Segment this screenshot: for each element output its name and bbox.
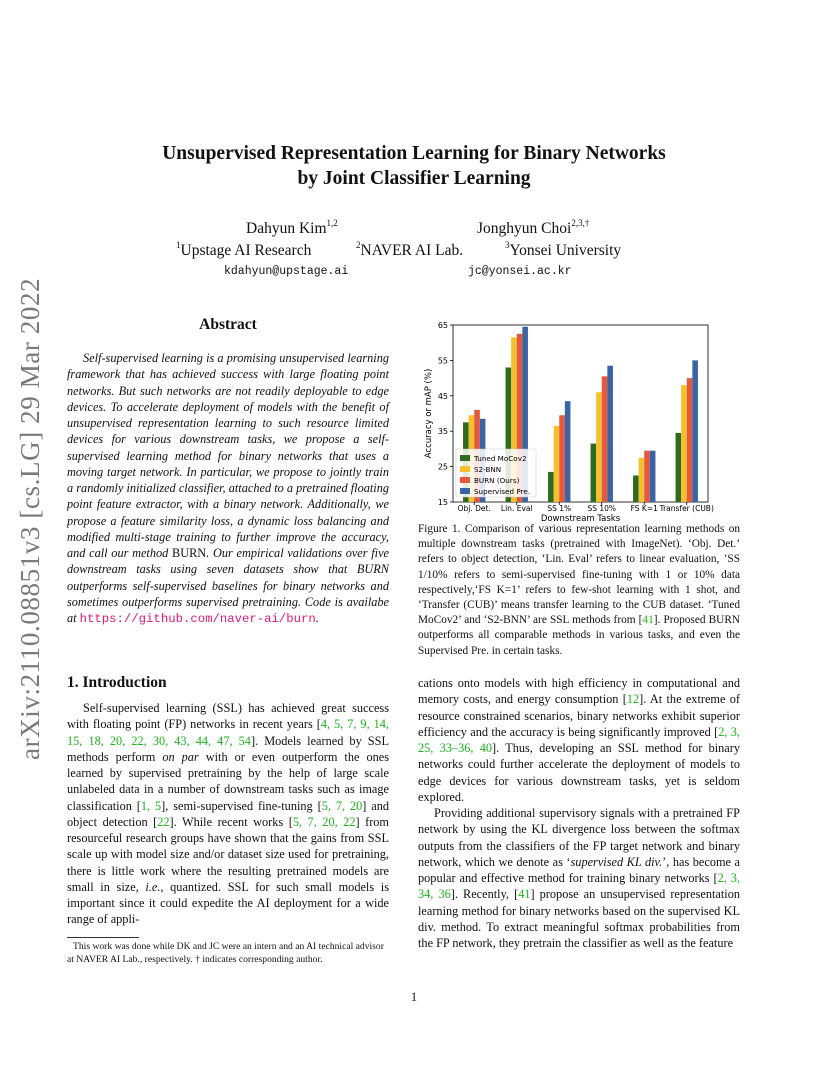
bar <box>644 451 650 502</box>
paper-title-line-1: Unsupervised Representation Learning for Binary Networks <box>162 143 666 164</box>
x-axis-label: Downstream Tasks <box>540 514 621 524</box>
y-tick-label: 25 <box>437 462 448 472</box>
legend-swatch <box>460 466 470 472</box>
abstract-heading: Abstract <box>199 316 257 333</box>
affiliation-1-sup: 1 <box>176 240 181 250</box>
intro-text: ]. At the extreme of resource constrained scenarios, binary networks exhibit superior efficiency and the accuracy is being significantly improved [ <box>418 692 740 739</box>
bar <box>681 385 687 502</box>
paper-title-line-2: by Joint Classifier Learning <box>297 168 531 189</box>
affiliation-1-name: Upstage AI Research <box>180 242 312 259</box>
abstract-end: . <box>315 611 319 625</box>
legend-label: Supervised Pre. <box>474 487 531 496</box>
author-2 <box>477 220 589 238</box>
y-tick-label: 15 <box>437 498 448 507</box>
author-1-name: Dahyun Kim <box>246 220 327 237</box>
abstract-body <box>67 350 389 627</box>
legend-label: BURN (Ours) <box>474 476 520 485</box>
bar <box>602 376 608 502</box>
y-tick-label: 45 <box>437 391 448 401</box>
citation-link[interactable]: 2, 3, 34, 36 <box>418 871 740 902</box>
citation-link[interactable]: 5, 7, 20 <box>321 798 363 813</box>
affiliation-3-sup: 3 <box>505 240 510 250</box>
bar <box>559 415 565 502</box>
code-url-link[interactable]: https://github.com/naver-ai/burn <box>79 612 316 626</box>
bar <box>650 451 656 502</box>
bar <box>639 458 645 502</box>
intro-text: ] from resourceful research groups have shown that the gains from SSL scale up with model size and/or dataset size used for pretraining, there is little work where the resulting pretrained models are small in size, <box>67 814 390 894</box>
bar <box>596 392 602 502</box>
citation-link[interactable]: 2, 3, 25, 33–36, 40 <box>418 724 740 755</box>
y-axis-label: Accuracy or mAP (%) <box>424 368 434 459</box>
intro-text: cations onto models with high efficiency in computational and memory costs, and energy consumption [ <box>418 676 740 707</box>
citation-link[interactable]: 41 <box>642 614 654 627</box>
affiliation-2-name: NAVER AI Lab. <box>360 242 464 259</box>
author-2-sup: 2,3,† <box>571 218 590 228</box>
citation-link[interactable]: 41 <box>518 887 531 902</box>
intro-text: Providing additional supervisory signals with a pretrained FP network by using the KL divergence loss between the softmax outputs from the classifiers of the FP target network and binary network, which we denote as ‘ <box>418 806 740 869</box>
citation-link[interactable]: 22 <box>157 814 170 829</box>
introduction-heading: 1. Introduction <box>67 674 167 691</box>
intro-text: Self-supervised learning (SSL) has achieved great success with floating point (FP) networks in recent years [ <box>67 701 389 732</box>
legend-swatch <box>460 477 470 483</box>
intro-text: ] and object detection [ <box>67 798 389 829</box>
y-tick-label: 35 <box>437 427 448 437</box>
legend-label: Tuned MoCov2 <box>474 454 527 463</box>
y-tick-label: 65 <box>437 321 448 330</box>
intro-paragraph-2 <box>418 805 740 951</box>
bar <box>676 433 682 502</box>
intro-text: ]. Recently, [ <box>450 887 519 902</box>
caption-text: Figure 1. Comparison of various representation learning methods on multiple downstream tasks (pretrained with ImageNet). ‘Obj. Det.’ refers to object detection, ‘Lin. Eval’ refers to linear evaluation, ’SS 1/10% refers to semi-supervised fine-tuning with 1 or 10% data respectively,‘FS K=1’ refers to few-shot learning with 1 shot, and ‘Transfer (CUB)’ means transfer learning to the CUB dataset. ‘Tuned MoCov2’ and ‘S2-BNN’ are SSL methods from [ <box>418 523 740 627</box>
y-tick-label: 55 <box>437 356 448 366</box>
footnote-rule <box>67 937 139 938</box>
intro-text: ]. While recent works [ <box>169 814 293 829</box>
arxiv-identifier: arXiv:2110.08851v3 [cs.LG] 29 Mar 2022 <box>15 277 45 760</box>
affiliation-1 <box>176 242 311 260</box>
bar <box>554 426 560 502</box>
page-number: 1 <box>410 990 418 1004</box>
author-1-sup: 1,2 <box>326 218 338 228</box>
legend-swatch <box>460 488 470 494</box>
affiliation-2-sup: 2 <box>356 240 361 250</box>
citation-link[interactable]: 4, 5, 7, 9, 14, 15, 18, 20, 22, 30, 43, 44, 47, 54 <box>67 717 389 748</box>
intro-paragraph-1-continued <box>418 675 740 805</box>
intro-text: ], semi-supervised fine-tuning [ <box>161 798 322 813</box>
intro-emphasis: i.e. <box>145 879 161 894</box>
bar <box>633 475 639 502</box>
intro-text: , quantized. SSL for such small models is important since it could expedite the AI deployment for a wide range of appli- <box>67 879 389 927</box>
intro-emphasis: on par <box>162 749 199 764</box>
caption-text: ]. Proposed BURN outperforms all comparable methods in various tasks, and even the Supervised Pre. in certain tasks. <box>418 614 741 657</box>
x-tick-label: SS 10% <box>587 504 617 513</box>
legend-label: S2-BNN <box>474 465 502 474</box>
intro-text: with or even outperform the ones learned by supervised pretraining by the help of large scale unlabeled data in a number of downstream tasks such as image classification [ <box>67 749 389 813</box>
intro-text: ]. Models learned by SSL methods perform <box>67 733 389 764</box>
figure-1-chart <box>410 313 760 525</box>
citation-link[interactable]: 5, 7, 20, 22 <box>292 814 356 829</box>
bar <box>692 360 698 502</box>
x-tick-label: Transfer (CUB) <box>659 504 714 513</box>
bar <box>565 401 571 502</box>
citation-link[interactable]: 12 <box>626 692 640 707</box>
x-tick-label: FS K=1 <box>630 504 658 513</box>
bar <box>607 366 613 502</box>
author-2-name: Jonghyun Choi <box>477 220 572 237</box>
intro-text: ’, has become a popular and effective method for training binary networks [ <box>418 854 741 885</box>
x-tick-label: SS 1% <box>547 504 572 513</box>
intro-text: ] propose an unsupervised representation learning method for binary networks based on the supervised KL div. method. To extract meaningful softmax probabilities from the FP network, they pretrain the classifier as well as the feature <box>418 887 740 950</box>
bar <box>591 444 597 502</box>
footnote: This work was done while DK and JC were an intern and an AI technical advisor at NAVER AI Lab., respectively. † indicates corresponding author. <box>67 941 384 965</box>
intro-text: ]. Thus, developing an SSL method for binary networks could further accelerate the deployment of models to edge devices for various downstream tasks, yet is seldom explored. <box>418 741 740 804</box>
citation-link[interactable]: 1, 5 <box>140 798 162 813</box>
intro-emphasis: supervised KL div. <box>570 854 663 869</box>
intro-paragraph-1 <box>67 700 389 928</box>
bar <box>687 378 693 502</box>
author-1-email[interactable]: kdahyun@upstage.ai <box>224 265 349 278</box>
affiliation-2 <box>356 242 463 260</box>
affiliation-3-name: Yonsei University <box>509 242 622 259</box>
author-1 <box>246 220 338 238</box>
x-tick-label: Obj. Det. <box>457 504 491 513</box>
abstract-text: Self-supervised learning is a promising unsupervised learning framework that has achieved success with large floating point networks. But such networks are not readily deployable to edge devices. To accelerate deployment of models with the benefit of unsupervised representation learning to such resource limited devices for various downstream tasks, we propose a self-supervised learning method for binary networks that uses a moving target network. In particular, we propose to jointly train a randomly initialized classifier, attached to a pretrained floating point feature extractor, with a binary network. Additionally, we propose a feature similarity loss, a dynamic loss balancing and modified multi-stage training to further improve the accuracy, and call our method <box>67 351 389 560</box>
affiliation-3 <box>505 242 621 260</box>
figure-1-caption <box>418 522 740 659</box>
author-2-email[interactable]: jc@yonsei.ac.kr <box>468 265 572 278</box>
method-name: BURN <box>172 546 207 560</box>
x-tick-label: Lin. Eval <box>500 504 533 513</box>
abstract-text-2: . Our empirical validations over five downstream tasks using seven datasets show that BURN outperforms self-supervised baselines for binary networks and sometimes outperforms supervised pretraining. Code is availabe at <box>67 546 390 625</box>
bar <box>548 472 554 502</box>
legend-swatch <box>460 455 470 461</box>
